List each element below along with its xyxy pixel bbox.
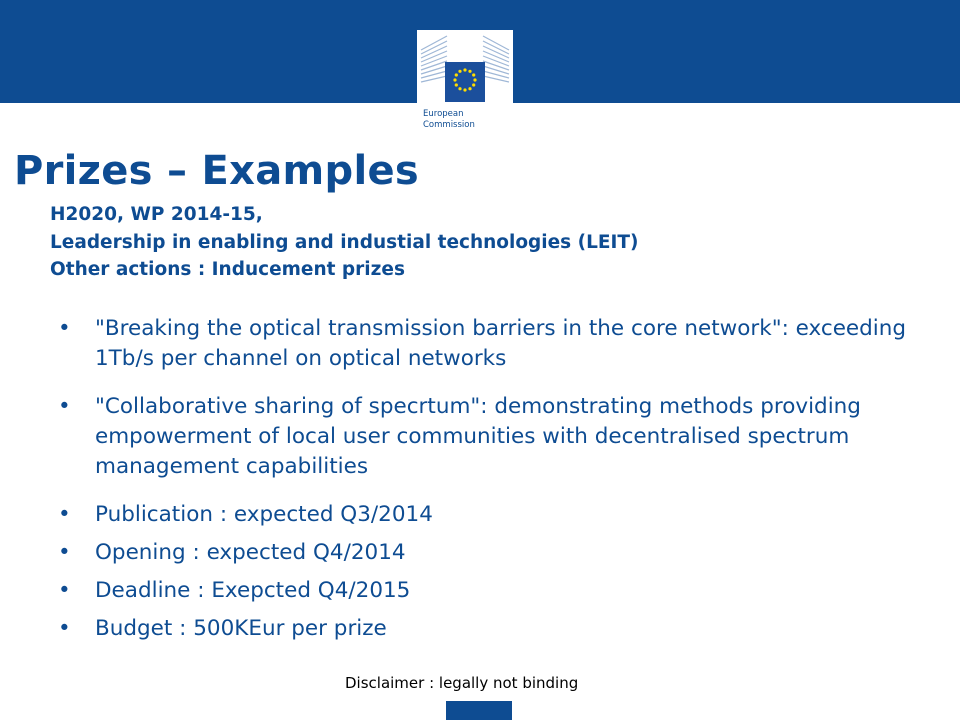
eu-flag: [445, 62, 485, 102]
bullet-item: [58, 392, 938, 482]
disclaimer: Disclaimer : legally not binding: [345, 674, 579, 692]
bullet-item: [58, 614, 938, 644]
bullet-text: Deadline : Exepcted Q4/2015: [95, 578, 411, 603]
bullet-text: "Collaborative sharing of specrtum": demonstrating methods providing empowerment of local user communities with decentralised spectrum management capabilities: [95, 394, 861, 479]
bullet-list: [58, 314, 938, 644]
bullet-text: Publication : expected Q3/2014: [95, 502, 433, 527]
bullet-icon: •: [58, 540, 71, 565]
bullet-text: Opening : expected Q4/2014: [95, 540, 406, 565]
subtitle-line: Other actions : Inducement prizes: [50, 259, 405, 280]
logo-text-line2: Commission: [423, 120, 475, 130]
logo-text-line1: European: [423, 109, 464, 119]
bullet-icon: •: [58, 394, 71, 419]
slide-title: Prizes – Examples: [14, 148, 420, 194]
bullet-item: [58, 314, 938, 374]
bullet-text: Budget : 500KEur per prize: [95, 616, 387, 641]
slide-subtitle: [50, 201, 930, 284]
subtitle-line: H2020, WP 2014-15,: [50, 204, 263, 225]
bullet-text: "Breaking the optical transmission barriers in the core network": exceeding 1Tb/s per channel on optical networks: [95, 316, 907, 371]
footer-block: [446, 701, 512, 720]
bullet-item: [58, 500, 938, 530]
bullet-item: [58, 538, 938, 568]
bullet-icon: •: [58, 616, 71, 641]
bullet-icon: •: [58, 502, 71, 527]
european-commission-logo: [417, 30, 513, 136]
bullet-icon: •: [58, 316, 71, 341]
subtitle-line: Leadership in enabling and industial technologies (LEIT): [50, 231, 639, 253]
bullet-icon: •: [58, 578, 71, 603]
bullet-item: [58, 576, 938, 606]
